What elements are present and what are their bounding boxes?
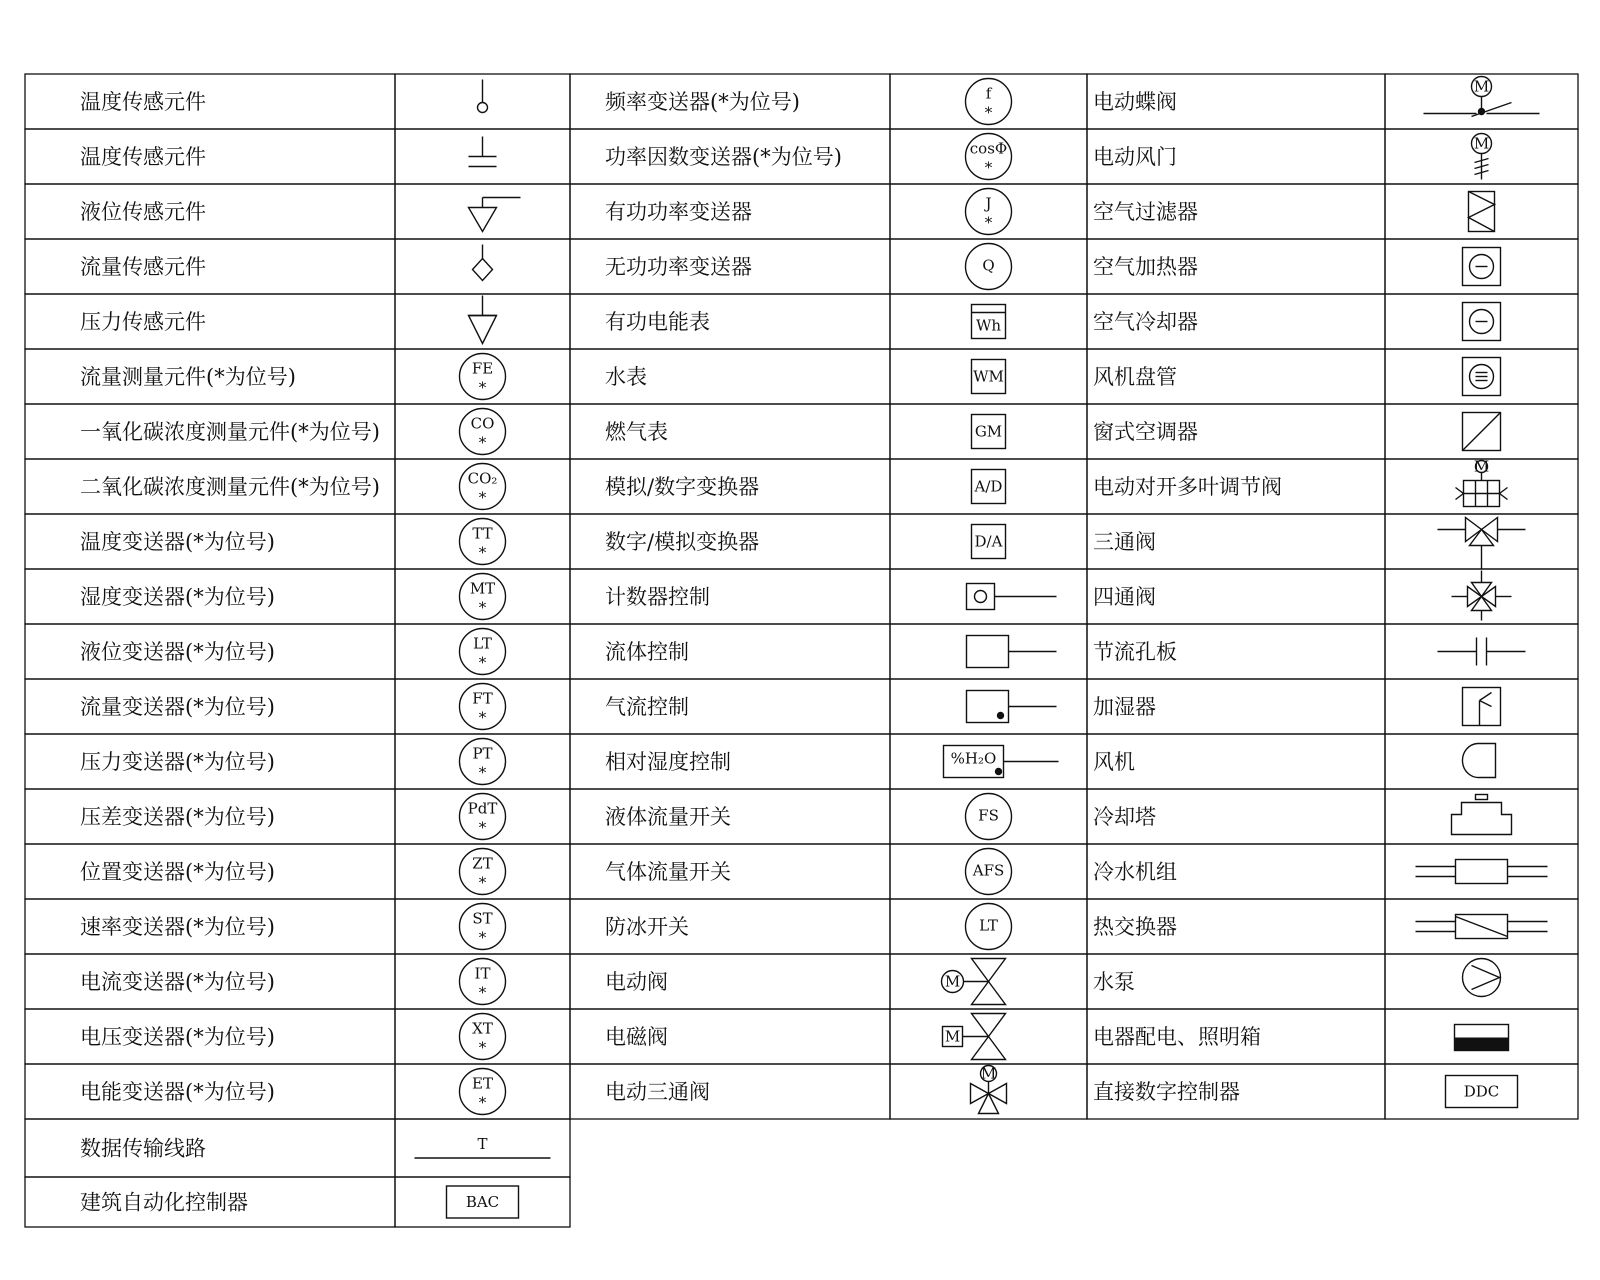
symbol-circle-code — [460, 794, 506, 840]
row-label: 建筑自动化控制器 — [80, 1190, 248, 1215]
legend-row — [1087, 129, 1578, 184]
symbol-circle-code — [460, 739, 506, 785]
symbol-box-code — [972, 415, 1006, 449]
legend-row — [25, 74, 570, 129]
symbol-star: * — [984, 213, 993, 232]
row-label: 电压变送器(*为位号) — [80, 1025, 275, 1049]
legend-row — [570, 514, 1087, 569]
symbol-code: M — [980, 1064, 997, 1083]
symbol-box-code — [972, 360, 1006, 394]
symbol-code: XT — [472, 1019, 493, 1038]
legend-row — [570, 239, 1087, 294]
symbol-threeway — [1438, 518, 1526, 570]
symbol-code: f — [985, 84, 992, 103]
symbol-code: FS — [978, 806, 999, 825]
row-label: 一氧化碳浓度测量元件(*为位号) — [80, 420, 380, 444]
symbol-code: PdT — [467, 799, 498, 818]
symbol-code: %H₂O — [950, 749, 997, 768]
symbol-circle-code — [966, 904, 1012, 950]
symbol-heat-exchanger — [1416, 915, 1548, 939]
symbol-code: M — [1473, 134, 1490, 153]
row-label: 模拟/数字变换器 — [605, 475, 760, 499]
symbol-multileaf — [1456, 458, 1508, 507]
row-label: 数据传输线路 — [80, 1136, 206, 1161]
legend-row — [25, 239, 570, 294]
symbol-circle-code — [460, 354, 506, 400]
row-label: 电动风门 — [1093, 145, 1177, 169]
row-label: 频率变送器(*为位号) — [605, 90, 800, 114]
symbol-circle-code — [460, 1069, 506, 1115]
symbol-star: * — [478, 708, 487, 727]
symbol-circle-code — [460, 959, 506, 1005]
legend-row — [1087, 679, 1578, 734]
symbol-circle-code — [460, 629, 506, 675]
row-label: 气流控制 — [605, 695, 689, 719]
symbol-code: WM — [973, 367, 1004, 386]
symbol-code: IT — [474, 964, 491, 983]
row-label: 电器配电、照明箱 — [1093, 1025, 1261, 1049]
legend-row — [25, 459, 570, 514]
row-label: 液体流量开关 — [605, 805, 731, 829]
row-label: 位置变送器(*为位号) — [80, 860, 275, 884]
legend-row — [570, 569, 1087, 624]
symbol-motor-valve — [942, 959, 1006, 1005]
symbol-box-label — [1446, 1076, 1518, 1108]
legend-row — [570, 624, 1087, 679]
symbol-code: M — [944, 972, 961, 991]
symbol-code: Wh — [975, 316, 1002, 335]
symbol-line-label — [415, 1135, 551, 1158]
row-label: 压力传感元件 — [80, 310, 206, 334]
legend-row — [25, 129, 570, 184]
symbol-circle-code — [460, 464, 506, 510]
symbol-circle-code — [460, 1014, 506, 1060]
legend-row — [25, 1177, 570, 1227]
row-label: 气体流量开关 — [605, 860, 731, 884]
legend-row — [570, 349, 1087, 404]
row-label: 液位变送器(*为位号) — [80, 640, 275, 664]
symbol-star: * — [478, 928, 487, 947]
legend-row — [570, 899, 1087, 954]
symbol-circle-code — [966, 849, 1012, 895]
legend-row — [25, 844, 570, 899]
symbol-code: ST — [472, 909, 493, 928]
symbol-code: ET — [472, 1074, 493, 1093]
legend-row — [1087, 899, 1578, 954]
row-label: 四通阀 — [1093, 585, 1156, 609]
symbol-code: BAC — [465, 1193, 500, 1211]
symbol-code: DDC — [1463, 1082, 1500, 1101]
row-label: 防冰开关 — [605, 915, 689, 939]
symbol-heater — [1463, 248, 1501, 286]
symbol-box-code — [972, 470, 1006, 504]
symbol-code: MT — [469, 579, 496, 598]
symbol-star: * — [478, 598, 487, 617]
row-label: 电动蝶阀 — [1093, 90, 1177, 114]
symbol-star: * — [984, 103, 993, 122]
symbol-code: ZT — [472, 854, 493, 873]
legend-row — [570, 734, 1087, 789]
row-label: 数字/模拟变换器 — [605, 530, 760, 554]
symbol-star: * — [478, 983, 487, 1002]
row-label: 空气过滤器 — [1093, 200, 1198, 224]
symbol-humidifier — [1463, 688, 1501, 726]
legend-row — [570, 789, 1087, 844]
legend-row — [1087, 1064, 1578, 1119]
row-label: 电磁阀 — [605, 1025, 668, 1049]
row-label: 直接数字控制器 — [1093, 1080, 1240, 1104]
symbol-code: CO — [470, 414, 495, 433]
symbol-circle-code — [460, 684, 506, 730]
row-label: 有功电能表 — [605, 310, 710, 334]
legend-row — [25, 1119, 570, 1177]
symbol-code: T — [477, 1135, 488, 1153]
legend-row — [25, 899, 570, 954]
symbol-circle-code — [460, 904, 506, 950]
legend-row — [25, 294, 570, 349]
symbol-code: FE — [471, 359, 494, 378]
legend-row — [1087, 734, 1578, 789]
legend-row — [570, 404, 1087, 459]
symbol-code: M — [1473, 77, 1490, 96]
row-label: 冷水机组 — [1093, 860, 1177, 884]
symbol-code: cosΦ — [969, 139, 1008, 158]
legend-row — [25, 624, 570, 679]
symbol-code: TT — [472, 524, 493, 543]
symbol-star: * — [478, 653, 487, 672]
symbol-fourway — [1452, 571, 1512, 621]
row-label: 窗式空调器 — [1093, 420, 1198, 444]
row-label: 空气冷却器 — [1093, 310, 1198, 334]
legend-row — [25, 349, 570, 404]
legend-row — [1087, 74, 1578, 129]
symbol-star: * — [478, 488, 487, 507]
legend-row — [1087, 514, 1578, 570]
legend-row — [25, 789, 570, 844]
row-label: 风机 — [1093, 750, 1135, 774]
row-label: 热交换器 — [1093, 915, 1177, 939]
legend-row — [1087, 404, 1578, 459]
symbol-code: FT — [472, 689, 493, 708]
symbol-code: M — [944, 1027, 961, 1046]
legend-row — [570, 1064, 1087, 1119]
symbol-filter — [1469, 192, 1495, 232]
legend-row — [1087, 294, 1578, 349]
symbol-circle-code — [966, 794, 1012, 840]
legend-row — [25, 514, 570, 569]
symbol-star: * — [984, 158, 993, 177]
symbol-air-ctrl — [967, 691, 1057, 723]
legend-row — [25, 404, 570, 459]
row-label: 压差变送器(*为位号) — [80, 805, 275, 829]
symbol-butterfly — [1424, 77, 1540, 117]
symbol-code: M — [1473, 457, 1490, 476]
symbol-code: J — [985, 194, 992, 213]
symbol-flow-sensor — [473, 245, 493, 281]
row-label: 电流变送器(*为位号) — [80, 970, 275, 994]
symbol-fancoil — [1463, 358, 1501, 396]
symbol-code: AFS — [972, 861, 1005, 880]
symbol-circle-code — [460, 409, 506, 455]
row-label: 温度变送器(*为位号) — [80, 530, 275, 554]
symbol-circle-code — [460, 519, 506, 565]
row-label: 湿度变送器(*为位号) — [80, 585, 275, 609]
symbol-orifice — [1438, 638, 1526, 666]
symbol-chiller — [1416, 860, 1548, 884]
symbol-code: LT — [979, 916, 998, 935]
legend-row — [570, 844, 1087, 899]
row-label: 流量传感元件 — [80, 255, 206, 279]
symbol-code: D/A — [974, 532, 1003, 551]
legend-row — [570, 954, 1087, 1009]
legend-row — [1087, 844, 1578, 899]
legend-row — [570, 129, 1087, 184]
row-label: 功率因数变送器(*为位号) — [605, 145, 842, 169]
row-label: 无功功率变送器 — [605, 255, 752, 279]
symbol-star: * — [478, 543, 487, 562]
legend-row — [570, 1009, 1087, 1064]
symbol-circle-code — [966, 189, 1012, 235]
row-label: 风机盘管 — [1093, 365, 1177, 389]
legend-row — [1087, 184, 1578, 239]
symbol-fluid-ctrl — [967, 636, 1057, 668]
symbol-circle-code — [460, 849, 506, 895]
symbol-code: LT — [473, 634, 492, 653]
legend-row — [570, 184, 1087, 239]
symbol-circle-code — [460, 574, 506, 620]
row-label: 三通阀 — [1093, 530, 1156, 554]
symbol-code: GM — [974, 422, 1003, 441]
row-label: 燃气表 — [605, 420, 668, 444]
legend-row — [1087, 458, 1578, 515]
legend-row — [1087, 954, 1578, 1009]
legend-row — [1087, 1009, 1578, 1064]
row-label: 压力变送器(*为位号) — [80, 750, 275, 774]
symbol-fan — [1462, 744, 1495, 778]
symbol-star: * — [478, 433, 487, 452]
row-label: 加湿器 — [1093, 695, 1156, 719]
legend-row — [1087, 624, 1578, 679]
row-label: 节流孔板 — [1093, 640, 1177, 664]
symbol-circle-code — [966, 134, 1012, 180]
symbol-temp-sensor — [478, 80, 488, 113]
symbol-pump — [1463, 959, 1501, 997]
legend-row — [25, 569, 570, 624]
symbol-damper — [1472, 134, 1492, 180]
symbol-code: CO₂ — [467, 469, 498, 488]
symbol-star: * — [478, 378, 487, 397]
legend-row — [1087, 239, 1578, 294]
row-label: 有功功率变送器 — [605, 200, 752, 224]
symbol-code: Q — [982, 256, 995, 275]
row-label: 流体控制 — [605, 640, 689, 664]
legend-row — [1087, 789, 1578, 844]
symbol-star: * — [478, 873, 487, 892]
row-label: 温度传感元件 — [80, 145, 206, 169]
legend-row — [570, 459, 1087, 514]
row-label: 相对湿度控制 — [605, 750, 731, 774]
legend-row — [1087, 349, 1578, 404]
row-label: 水表 — [605, 365, 647, 389]
row-label: 电动阀 — [605, 970, 668, 994]
symbol-star: * — [478, 763, 487, 782]
row-label: 电动对开多叶调节阀 — [1093, 475, 1282, 499]
row-label: 电动三通阀 — [605, 1080, 710, 1104]
symbol-counter-ctrl — [967, 584, 1057, 610]
symbol-code: A/D — [974, 477, 1003, 496]
symbol-box-code — [972, 525, 1006, 559]
row-label: 水泵 — [1093, 970, 1135, 994]
row-label: 电能变送器(*为位号) — [80, 1080, 275, 1104]
legend-row — [1087, 569, 1578, 624]
symbol-meter-wh — [972, 305, 1006, 339]
row-label: 速率变送器(*为位号) — [80, 915, 275, 939]
symbol-circle-code — [966, 244, 1012, 290]
symbol-star: * — [478, 1038, 487, 1057]
symbol-window-ac — [1463, 413, 1501, 451]
symbol-panel — [1455, 1025, 1509, 1051]
legend-row — [25, 1009, 570, 1064]
row-label: 空气加热器 — [1093, 255, 1198, 279]
symbol-box-label — [447, 1186, 519, 1218]
legend-row — [25, 679, 570, 734]
symbol-cooler — [1463, 303, 1501, 341]
symbol-cooling-tower — [1452, 795, 1512, 835]
symbol-code: PT — [472, 744, 493, 763]
symbol-circle-code — [966, 79, 1012, 125]
row-label: 计数器控制 — [605, 585, 710, 609]
row-label: 温度传感元件 — [80, 90, 206, 114]
legend-row — [25, 954, 570, 1009]
symbol-motor-3way — [971, 1065, 1007, 1114]
legend-row — [570, 679, 1087, 734]
symbol-level-sensor — [469, 198, 521, 232]
row-label: 二氧化碳浓度测量元件(*为位号) — [80, 475, 380, 499]
row-label: 冷却塔 — [1093, 805, 1156, 829]
symbol-rh-ctrl — [944, 746, 1059, 778]
row-label: 液位传感元件 — [80, 200, 206, 224]
legend-row — [25, 184, 570, 239]
symbol-solenoid-valve — [943, 1014, 1006, 1060]
symbol-temp-sensor-2 — [469, 137, 497, 167]
symbol-star: * — [478, 1093, 487, 1112]
legend-row — [570, 74, 1087, 129]
legend-row — [25, 734, 570, 789]
row-label: 流量变送器(*为位号) — [80, 695, 275, 719]
symbol-pressure-sensor — [469, 296, 497, 344]
legend-row — [570, 294, 1087, 349]
legend-row — [25, 1064, 570, 1119]
row-label: 流量测量元件(*为位号) — [80, 365, 296, 389]
symbol-star: * — [478, 818, 487, 837]
